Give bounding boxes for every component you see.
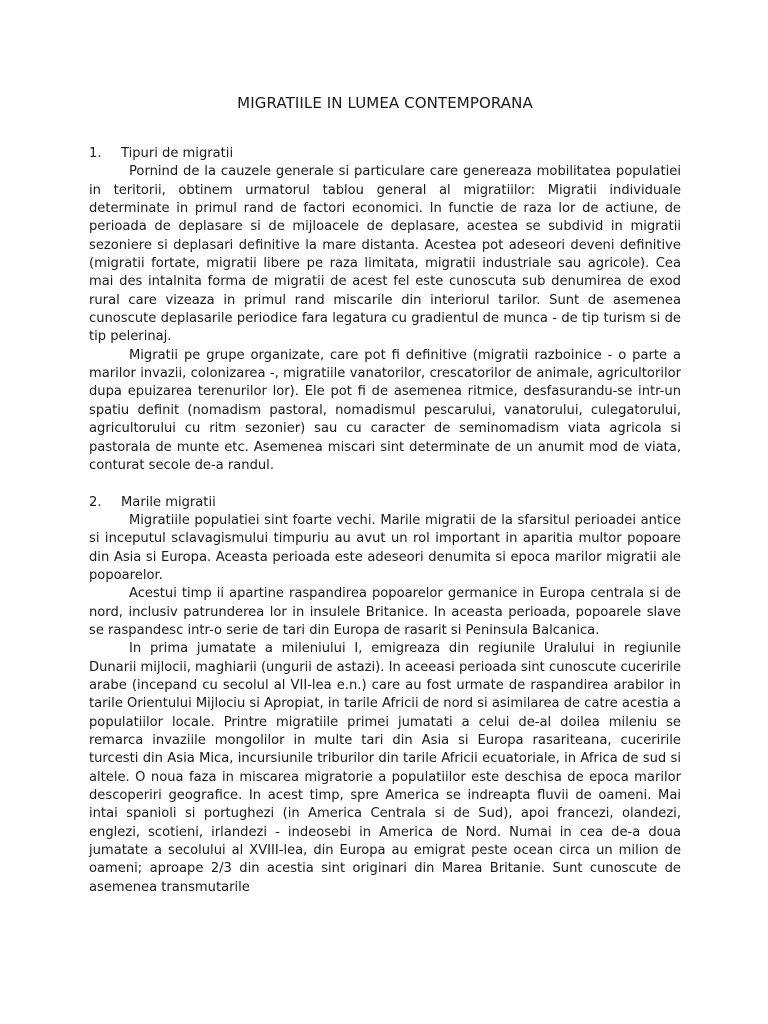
section-heading-1 xyxy=(89,145,681,163)
section-number-2: 2. xyxy=(89,494,102,510)
section-heading-2 xyxy=(89,494,681,512)
section-spacer xyxy=(89,475,681,493)
section-title-2: Marile migratii xyxy=(121,494,216,510)
paragraph-2-1: Migratiile populatiei sint foarte vechi. Marile migratii de la sfarsitul perioadei antice si inceputul sclavagismului timpuriu au avut un rol important in aparitia multor popoare din Asia si Europa. Aceasta perioada este adeseori denumita si epoca marilor migratii ale popoarelor. xyxy=(89,512,681,583)
paragraph-1-2: Migratii pe grupe organizate, care pot fi definitive (migratii razboinice - o parte a marilor invazii, colonizarea -, migratiile vanatorilor, crescatorilor de animale, agricultorilor dupa epuizarea terenurilor lor). Ele pot fi de asemenea ritmice, desfasurandu-se intr-un spatiu definit (nomadism pastoral, nomadismul pescarului, vanatorului, culegatorului, agricultorului cu ritm sezonier) sau cu caracter de seminomadism viata agricola si pastorala de munte etc. Asemenea miscari sint determinate de un anumit mod de viata, conturat secole de-a randul. xyxy=(89,347,681,473)
paragraph-2-2: Acestui timp ii apartine raspandirea popoarelor germanice in Europa centrala si de nord, inclusiv patrunderea lor in insulele Britanice. In aceasta perioada, popoarele slave se raspandesc intr-o serie de tari din Europa de rasarit si Peninsula Balcanica. xyxy=(89,586,681,638)
document-body xyxy=(89,145,681,897)
section-title-1: Tipuri de migratii xyxy=(121,146,234,161)
document-title: MIGRATIILE IN LUMEA CONTEMPORANA xyxy=(237,94,533,112)
paragraph-1-1: Pornind de la cauzele generale si particulare care genereaza mobilitatea populatiei in teritorii, obtinem urmatorul tablou general al migratiilor: Migratii individuale determinate in primul rand de factori economici. In functie de raza lor de actiune, de perioada de deplasare si de mijloacele de deplasare, acestea se subdivid in migratii sezoniere si deplasari definitive la mare distanta. Acestea pot adeseori deveni definitive (migratii fortate, migratii libere pe raza limitata, migratii industriale sau agricole). Cea mai des intalnita forma de migratii de acest fel este cunoscuta sub denumirea de exod rural care vizeaza in primul rand miscarile din interiorul tarilor. Sunt de asemenea cunoscute deplasarile periodice fara legatura cu gradientul de munca - de tip turism si de tip pelerinaj. xyxy=(89,164,681,345)
paragraph-2-3: In prima jumatate a mileniului I, emigreaza din regiunile Uralului in regiunile Dunarii mijlocii, maghiarii (ungurii de astazi). In aceeasi perioada sint cunoscute cuceririle arabe (incepand cu secolul al VII-lea e.n.) care au fost urmate de raspandirea arabilor in tarile Orientului Mijlociu si Apropiat, in tarile Africii de nord si asimilarea de catre acestia a populatiilor locale. Printre migratiile primei jumatati a celui de-al doilea mileniu se remarca invaziile mongolilor in multe tari din Asia si Europa rasariteana, cuceririle turcesti din Asia Mica, incursiunile triburilor din tarile Africii ecuatoriale, in Africa de sud si altele. O noua faza in miscarea migratorie a populatiilor este deschisa de epoca marilor descoperiri geografice. In acest timp, spre America se indreapta fluvii de oameni. Mai intai spanioli si portughezi (in America Centrala si de Sud), apoi francezi, olandezi, englezi, scotieni, irlandezi - indeosebi in America de Nord. Numai in cea de-a doua jumatate a secolului al XVIII-lea, din Europa au emigrat peste ocean circa un milion de oameni; aproape 2/3 din acestia sint originari din Marea Britanie. Sunt cunoscute de asemenea transmutarile xyxy=(89,641,681,895)
section-number-1: 1. xyxy=(89,146,102,161)
